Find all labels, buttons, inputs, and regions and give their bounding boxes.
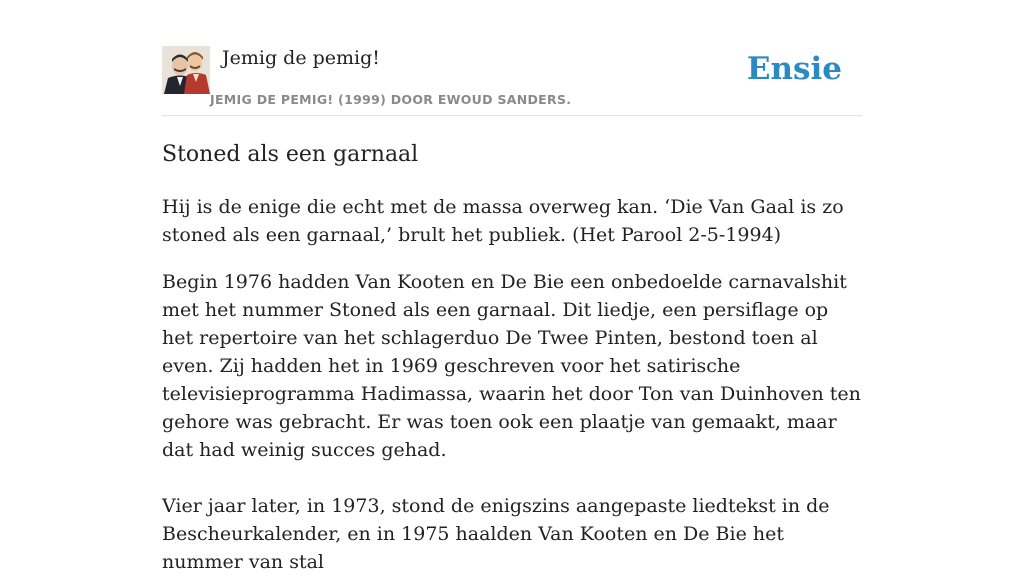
article-paragraph: Vier jaar later, in 1973, stond de enigszins aangepaste liedtekst in de Bescheurkalender, en in 1975 haalden Van Kooten en De Bie het nummer van stal: [162, 495, 830, 573]
page-container: [162, 0, 862, 576]
article-quote: Hij is de enige die echt met de massa overweg kan. ‘Die Van Gaal is zo stoned als een garnaal,’ brult het publiek. (Het Parool 2-5-1994): [162, 196, 844, 246]
book-subtitle: JEMIG DE PEMIG! (1999) DOOR EWOUD SANDERS.: [210, 92, 572, 107]
avatar-image: [162, 46, 210, 94]
book-header: [162, 0, 862, 116]
book-title[interactable]: Jemig de pemig!: [222, 47, 380, 69]
article-title: Stoned als een garnaal: [162, 142, 419, 167]
ensie-logo[interactable]: Ensie: [746, 51, 842, 87]
article-paragraph: Begin 1976 hadden Van Kooten en De Bie een onbedoelde carnavalshit met het nummer Stoned als een garnaal. Dit liedje, een persiflage op het repertoire van het schlagerduo De Twee Pinten, bestond toen al even. Zij hadden het in 1969 geschreven voor het satirische televisieprogramma Hadimassa, waarin het door Ton van Duinhoven ten gehore was gebracht. Er was toen ook een plaatje van gemaakt, maar dat had weinig succes gehad.: [162, 271, 861, 461]
book-cover-avatar[interactable]: [162, 46, 210, 94]
